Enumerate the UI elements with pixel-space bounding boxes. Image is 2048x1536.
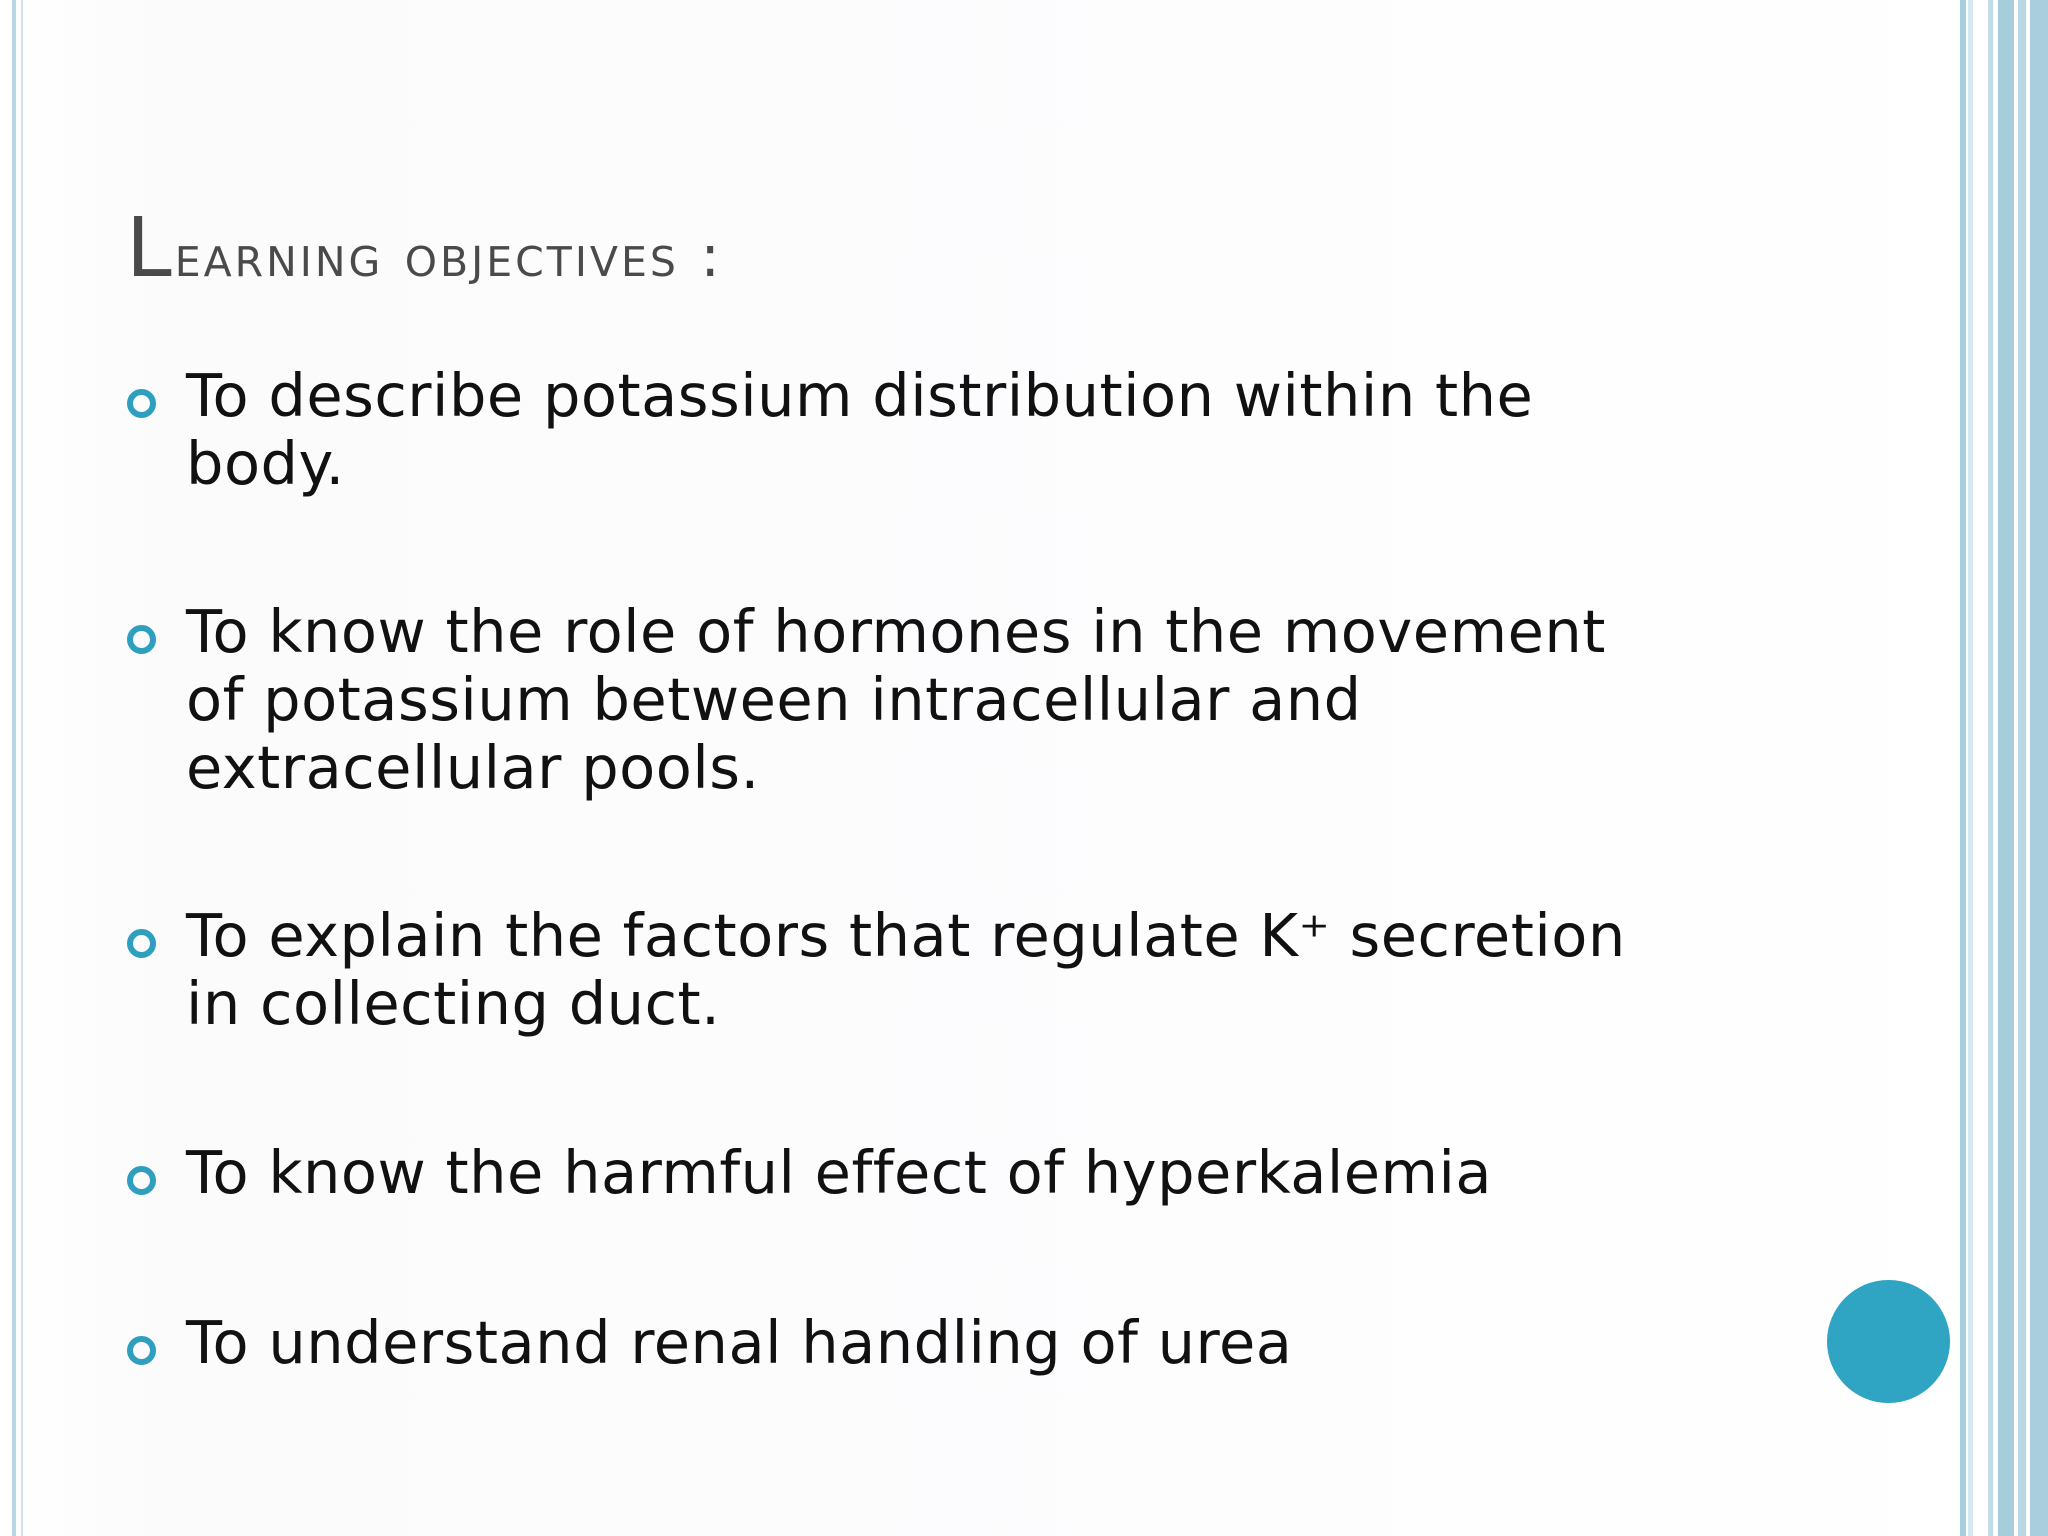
title-first-letter: L xyxy=(126,201,175,296)
hollow-circle-bullet-icon xyxy=(127,1336,156,1365)
title-rest: earning objectives : xyxy=(174,222,723,290)
hollow-circle-bullet-icon xyxy=(127,1166,156,1195)
right-decorative-stripes xyxy=(1958,0,2048,1536)
hollow-circle-bullet-icon xyxy=(127,625,156,654)
bullet-text: To explain the factors that regulate K⁺ secretion in collecting duct. xyxy=(186,901,1626,1038)
left-border-rule xyxy=(12,0,16,1536)
filled-circle-decoration xyxy=(1827,1280,1950,1403)
left-border-rule-inner xyxy=(21,0,23,1536)
bullet-text: To know the harmful effect of hyperkalemia xyxy=(186,1138,1493,1207)
bullet-text: To describe potassium distribution within the body. xyxy=(186,361,1534,498)
bullet-text: To know the role of hormones in the movement of potassium between intracellular and extracellular pools. xyxy=(186,597,1606,802)
bullet-text: To understand renal handling of urea xyxy=(186,1308,1293,1377)
hollow-circle-bullet-icon xyxy=(127,389,156,418)
hollow-circle-bullet-icon xyxy=(127,929,156,958)
slide-title xyxy=(126,201,723,296)
